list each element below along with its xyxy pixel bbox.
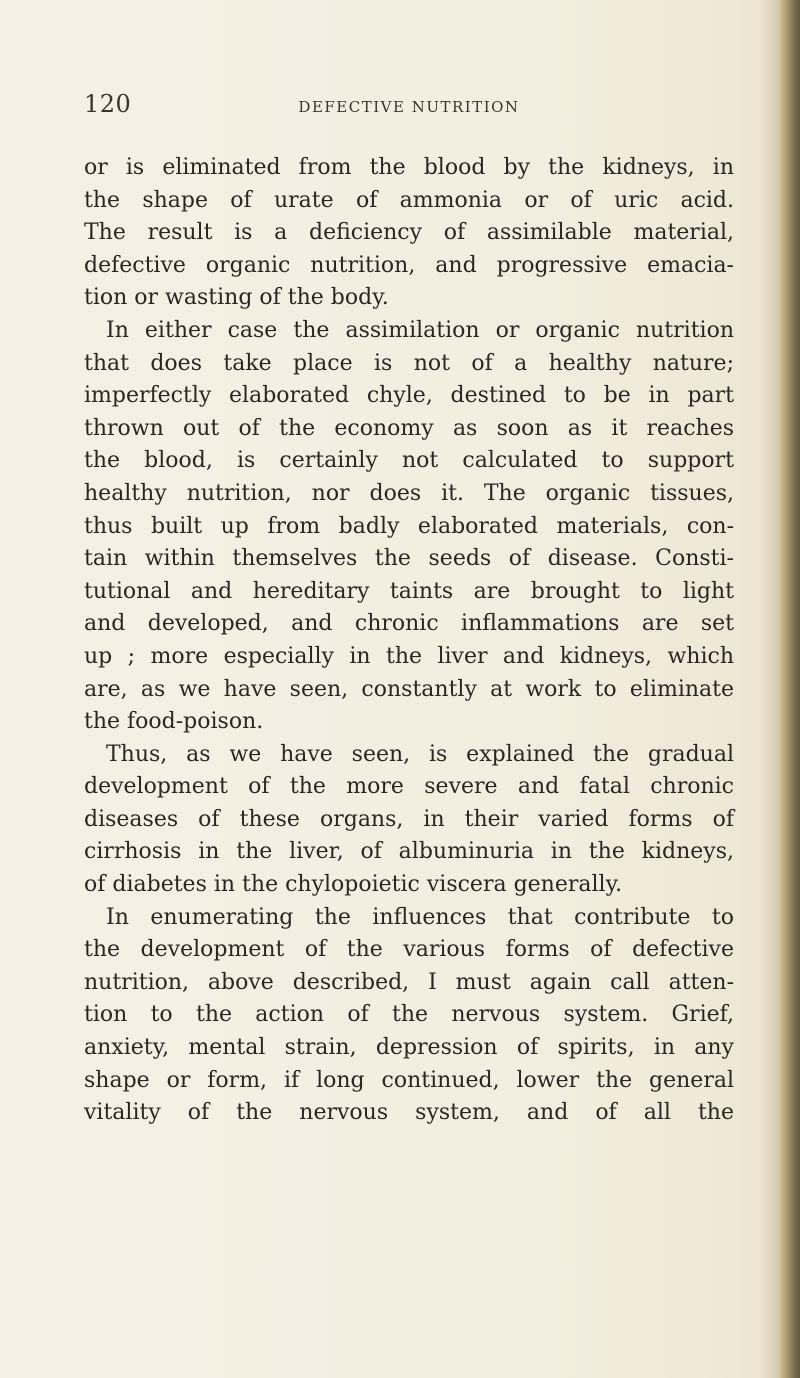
text-line: In enumerating the influences that contribute to [106, 904, 734, 930]
text-line: tion to the action of the nervous system. Grief, [84, 1002, 734, 1028]
book-binding-edge [778, 0, 800, 1378]
text-line: healthy nutrition, nor does it. The organic tissues, [84, 480, 734, 506]
text-line: defective organic nutrition, and progressive emacia- [84, 252, 734, 278]
text-line: tion or wasting of the body. [84, 285, 389, 311]
text-line: and developed, and chronic inflammations are set [84, 611, 734, 637]
text-line: the development of the various forms of defective [84, 937, 734, 963]
text-line: thrown out of the economy as soon as it reaches [84, 415, 734, 441]
text-line: the blood, is certainly not calculated to support [84, 448, 734, 474]
text-line: cirrhosis in the liver, of albuminuria in the kidneys, [84, 839, 734, 865]
text-line: of diabetes in the chylopoietic viscera generally. [84, 872, 623, 898]
text-line: are, as we have seen, constantly at work to eliminate [84, 676, 734, 702]
text-line: up ; more especially in the liver and kidneys, which [84, 643, 734, 669]
text-line: that does take place is not of a healthy nature; [84, 350, 734, 376]
page-header [84, 90, 734, 130]
text-line: tain within themselves the seeds of disease. Consti- [84, 546, 734, 572]
binding-shadow [760, 0, 778, 1378]
text-line: the shape of urate of ammonia or of uric acid. [84, 187, 734, 213]
text-line: development of the more severe and fatal chronic [84, 774, 734, 800]
body-text [84, 152, 734, 1130]
text-line: anxiety, mental strain, depression of spirits, in any [84, 1035, 734, 1061]
text-line: or is eliminated from the blood by the kidneys, in [84, 155, 734, 180]
text-line: The result is a deficiency of assimilable material, [84, 220, 734, 246]
text-line: In either case the assimilation or organic nutrition [106, 317, 734, 343]
page-number: 120 [84, 90, 132, 118]
text-line: diseases of these organs, in their varied forms of [84, 806, 734, 832]
text-line: thus built up from badly elaborated materials, con- [84, 513, 734, 539]
text-line: Thus, as we have seen, is explained the gradual [106, 741, 734, 767]
running-head: DEFECTIVE NUTRITION [298, 98, 520, 116]
text-line: shape or form, if long continued, lower the general [84, 1067, 734, 1093]
text-line: vitality of the nervous system, and of all the [84, 1100, 734, 1126]
text-line: the food-poison. [84, 709, 264, 735]
text-line: tutional and hereditary taints are brought to light [84, 578, 734, 604]
text-line: imperfectly elaborated chyle, destined to be in part [84, 383, 734, 409]
text-line: nutrition, above described, I must again call atten- [84, 969, 734, 995]
